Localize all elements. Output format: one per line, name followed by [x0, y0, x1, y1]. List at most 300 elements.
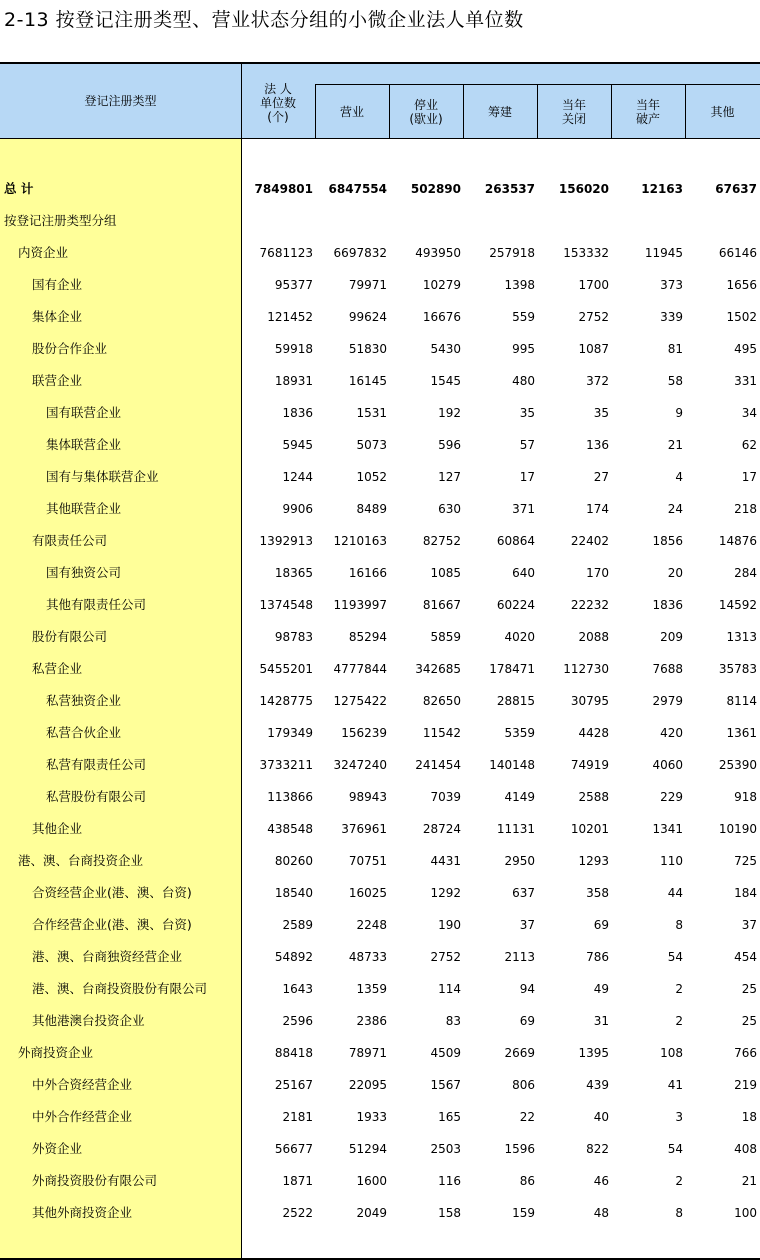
row-label: 其他有限责任公司	[46, 597, 147, 612]
row-value: 85294	[348, 630, 387, 644]
row-value: 74919	[570, 758, 609, 772]
row-value: 766	[734, 1046, 757, 1060]
row-value: 376961	[341, 822, 387, 836]
row-value: 184	[734, 886, 757, 900]
row-value: 22	[519, 1110, 535, 1124]
row-value: 339	[660, 310, 683, 324]
row-value: 1545	[430, 374, 461, 388]
table-row	[0, 1133, 760, 1165]
row-value: 153332	[563, 246, 609, 260]
row-value: 114	[438, 982, 461, 996]
row-value: 1567	[430, 1078, 461, 1092]
row-value: 54	[667, 950, 683, 964]
row-value: 46	[593, 1174, 609, 1188]
row-value: 806	[512, 1078, 535, 1092]
row-value: 1210163	[333, 534, 387, 548]
row-value: 5945	[282, 438, 313, 452]
row-value: 35	[519, 406, 535, 420]
row-value: 20	[667, 566, 683, 580]
row-value: 48733	[348, 950, 387, 964]
row-label: 集体联营企业	[46, 437, 122, 452]
row-value: 2752	[578, 310, 609, 324]
row-value: 14876	[718, 534, 757, 548]
row-label: 合作经营企业(港、澳、台资)	[32, 917, 192, 932]
row-value: 229	[660, 790, 683, 804]
row-value: 25390	[718, 758, 757, 772]
row-label: 按登记注册类型分组	[4, 213, 117, 228]
row-label: 总 计	[4, 181, 34, 196]
row-value: 1531	[356, 406, 387, 420]
row-value: 17	[519, 470, 535, 484]
row-value: 2	[675, 1014, 683, 1028]
row-value: 1395	[578, 1046, 609, 1060]
row-label: 外商投资股份有限公司	[32, 1173, 158, 1188]
row-value: 1313	[726, 630, 757, 644]
row-label: 私营股份有限公司	[46, 789, 147, 804]
row-value: 69	[519, 1014, 535, 1028]
row-value: 31	[593, 1014, 609, 1028]
row-value: 2950	[504, 854, 535, 868]
row-label: 其他港澳台投资企业	[32, 1013, 145, 1028]
row-label: 中外合资经营企业	[32, 1077, 133, 1092]
row-value: 1700	[578, 278, 609, 292]
row-value: 342685	[415, 662, 461, 676]
row-value: 80260	[274, 854, 313, 868]
data-table	[0, 62, 760, 1260]
row-value: 49	[593, 982, 609, 996]
row-value: 100	[734, 1206, 757, 1220]
table-row	[0, 781, 760, 813]
row-value: 37	[741, 918, 757, 932]
row-value: 2088	[578, 630, 609, 644]
row-value: 179349	[267, 726, 313, 740]
row-value: 174	[586, 502, 609, 516]
row-value: 4428	[578, 726, 609, 740]
row-value: 408	[734, 1142, 757, 1156]
row-value: 18365	[274, 566, 313, 580]
row-value: 371	[512, 502, 535, 516]
row-value: 502890	[410, 182, 461, 196]
row-value: 121452	[267, 310, 313, 324]
row-value: 18	[741, 1110, 757, 1124]
row-value: 1244	[282, 470, 313, 484]
row-value: 41	[667, 1078, 683, 1092]
row-value: 1656	[726, 278, 757, 292]
row-value: 438548	[267, 822, 313, 836]
row-value: 219	[734, 1078, 757, 1092]
row-value: 6847554	[328, 182, 387, 196]
row-value: 1856	[652, 534, 683, 548]
row-label: 私营独资企业	[46, 693, 122, 708]
row-value: 1374548	[259, 598, 313, 612]
row-value: 1836	[282, 406, 313, 420]
row-value: 7849801	[254, 182, 313, 196]
row-value: 59918	[274, 342, 313, 356]
table-row	[0, 173, 760, 205]
row-value: 14592	[718, 598, 757, 612]
row-label: 其他外商投资企业	[32, 1205, 133, 1220]
row-value: 5430	[430, 342, 461, 356]
row-value: 98783	[274, 630, 313, 644]
row-value: 1596	[504, 1142, 535, 1156]
row-value: 640	[512, 566, 535, 580]
row-value: 17	[741, 470, 757, 484]
table-row	[0, 909, 760, 941]
row-value: 3247240	[333, 758, 387, 772]
row-value: 18540	[274, 886, 313, 900]
table-row	[0, 557, 760, 589]
row-value: 66146	[718, 246, 757, 260]
row-value: 8	[675, 918, 683, 932]
table-row	[0, 621, 760, 653]
row-value	[389, 205, 461, 237]
table-row	[0, 845, 760, 877]
row-value: 86	[519, 1174, 535, 1188]
row-value: 2248	[356, 918, 387, 932]
row-value: 37	[519, 918, 535, 932]
row-value: 30795	[570, 694, 609, 708]
row-value: 60224	[496, 598, 535, 612]
row-value: 1502	[726, 310, 757, 324]
row-value: 11131	[496, 822, 535, 836]
row-value: 54	[667, 1142, 683, 1156]
row-value: 57	[519, 438, 535, 452]
row-value: 83	[445, 1014, 461, 1028]
row-label: 外商投资企业	[18, 1045, 94, 1060]
row-value: 725	[734, 854, 757, 868]
row-value: 81	[667, 342, 683, 356]
row-value: 1836	[652, 598, 683, 612]
table-row	[0, 397, 760, 429]
row-label: 其他企业	[32, 821, 83, 836]
header-bankrupt: 当年 破产	[635, 97, 660, 126]
row-value: 79971	[348, 278, 387, 292]
row-value: 2596	[282, 1014, 313, 1028]
row-value: 4777844	[333, 662, 387, 676]
row-label: 股份合作企业	[32, 341, 108, 356]
row-value: 28724	[422, 822, 461, 836]
table-row	[0, 1069, 760, 1101]
table-row	[0, 301, 760, 333]
row-value: 16166	[348, 566, 387, 580]
row-value: 22402	[570, 534, 609, 548]
row-value: 995	[512, 342, 535, 356]
row-value: 35	[593, 406, 609, 420]
row-value: 88418	[274, 1046, 313, 1060]
row-value: 27	[593, 470, 609, 484]
row-label: 外资企业	[32, 1141, 83, 1156]
row-label: 有限责任公司	[32, 533, 108, 548]
row-value: 1193997	[333, 598, 387, 612]
table-row	[0, 1165, 760, 1197]
row-label: 联营企业	[32, 373, 83, 388]
table-row	[0, 589, 760, 621]
row-value: 918	[734, 790, 757, 804]
row-value: 1087	[578, 342, 609, 356]
row-value: 69	[593, 918, 609, 932]
row-value: 209	[660, 630, 683, 644]
row-value: 2049	[356, 1206, 387, 1220]
row-value: 5455201	[259, 662, 313, 676]
row-value: 4060	[652, 758, 683, 772]
row-value: 4509	[430, 1046, 461, 1060]
row-value: 112730	[563, 662, 609, 676]
table-row	[0, 685, 760, 717]
header-suspended: 停业 (歇业)	[409, 97, 443, 126]
row-value: 1293	[578, 854, 609, 868]
row-value: 58	[667, 374, 683, 388]
row-label: 港、澳、台商投资企业	[18, 853, 144, 868]
row-value: 190	[438, 918, 461, 932]
table-row	[0, 205, 760, 237]
page-title: 2-13 按登记注册类型、营业状态分组的小微企业法人单位数	[4, 9, 524, 31]
row-value: 67637	[715, 182, 757, 196]
row-value: 480	[512, 374, 535, 388]
row-value: 82752	[422, 534, 461, 548]
row-value: 2181	[282, 1110, 313, 1124]
row-value: 4431	[430, 854, 461, 868]
row-value: 1600	[356, 1174, 387, 1188]
row-value: 596	[438, 438, 461, 452]
row-value: 136	[586, 438, 609, 452]
table-row	[0, 525, 760, 557]
row-value: 22232	[570, 598, 609, 612]
row-value: 98943	[348, 790, 387, 804]
row-value: 420	[660, 726, 683, 740]
row-value: 5359	[504, 726, 535, 740]
row-value: 165	[438, 1110, 461, 1124]
table-row	[0, 429, 760, 461]
row-value: 159	[512, 1206, 535, 1220]
table-row	[0, 333, 760, 365]
header-bottom-border	[0, 138, 760, 139]
row-value: 116	[438, 1174, 461, 1188]
header-other: 其他	[710, 104, 735, 119]
row-value: 10279	[422, 278, 461, 292]
row-value: 2113	[504, 950, 535, 964]
row-value: 25167	[274, 1078, 313, 1092]
row-label: 集体企业	[32, 309, 83, 324]
row-value: 2588	[578, 790, 609, 804]
table-row	[0, 1101, 760, 1133]
row-value: 495	[734, 342, 757, 356]
table-row	[0, 1005, 760, 1037]
row-value: 12163	[641, 182, 683, 196]
row-value: 2	[675, 982, 683, 996]
row-value: 25	[741, 982, 757, 996]
row-value	[537, 205, 609, 237]
row-value: 99624	[348, 310, 387, 324]
table-row	[0, 461, 760, 493]
row-value: 35783	[718, 662, 757, 676]
row-value: 22095	[348, 1078, 387, 1092]
row-value: 28815	[496, 694, 535, 708]
table-row	[0, 1197, 760, 1229]
row-value: 9	[675, 406, 683, 420]
row-value: 25	[741, 1014, 757, 1028]
row-value: 493950	[415, 246, 461, 260]
row-value: 822	[586, 1142, 609, 1156]
row-value: 454	[734, 950, 757, 964]
row-label: 国有企业	[32, 277, 83, 292]
row-value: 108	[660, 1046, 683, 1060]
row-value: 2522	[282, 1206, 313, 1220]
row-value	[241, 205, 313, 237]
row-value: 60864	[496, 534, 535, 548]
table-row	[0, 237, 760, 269]
row-value: 48	[593, 1206, 609, 1220]
row-value: 3733211	[259, 758, 313, 772]
row-value: 1392913	[259, 534, 313, 548]
row-value: 110	[660, 854, 683, 868]
row-value: 284	[734, 566, 757, 580]
row-value: 21	[667, 438, 683, 452]
table-row	[0, 749, 760, 781]
row-value: 2979	[652, 694, 683, 708]
row-value: 1871	[282, 1174, 313, 1188]
row-value: 156020	[558, 182, 609, 196]
row-value: 4149	[504, 790, 535, 804]
table-row	[0, 877, 760, 909]
row-value: 51294	[348, 1142, 387, 1156]
row-value: 2	[675, 1174, 683, 1188]
row-value: 70751	[348, 854, 387, 868]
row-value: 218	[734, 502, 757, 516]
row-value: 630	[438, 502, 461, 516]
row-value: 7039	[430, 790, 461, 804]
row-value: 16025	[348, 886, 387, 900]
row-value: 11542	[422, 726, 461, 740]
row-value: 786	[586, 950, 609, 964]
row-value: 16676	[422, 310, 461, 324]
table-row	[0, 1037, 760, 1069]
row-value: 1398	[504, 278, 535, 292]
header-preparing: 筹建	[487, 104, 512, 119]
row-value: 95377	[274, 278, 313, 292]
row-value: 2669	[504, 1046, 535, 1060]
table-row	[0, 717, 760, 749]
row-label: 其他联营企业	[46, 501, 122, 516]
row-value: 4020	[504, 630, 535, 644]
row-value: 11945	[644, 246, 683, 260]
row-value: 1341	[652, 822, 683, 836]
row-value: 372	[586, 374, 609, 388]
row-value: 358	[586, 886, 609, 900]
row-value: 373	[660, 278, 683, 292]
row-value: 192	[438, 406, 461, 420]
row-value: 170	[586, 566, 609, 580]
row-label: 私营有限责任公司	[46, 757, 147, 772]
row-value: 127	[438, 470, 461, 484]
header-type: 登记注册类型	[84, 94, 157, 108]
row-value: 62	[741, 438, 757, 452]
row-value: 2386	[356, 1014, 387, 1028]
row-value: 18931	[274, 374, 313, 388]
row-value: 2503	[430, 1142, 461, 1156]
row-value: 54892	[274, 950, 313, 964]
table-row	[0, 813, 760, 845]
row-value: 1361	[726, 726, 757, 740]
row-value: 56677	[274, 1142, 313, 1156]
row-value: 1052	[356, 470, 387, 484]
row-label: 国有独资公司	[46, 565, 122, 580]
row-value: 7688	[652, 662, 683, 676]
row-value: 113866	[267, 790, 313, 804]
header-total: 法 人 单位数 (个)	[259, 82, 296, 124]
row-value: 3	[675, 1110, 683, 1124]
row-value: 2589	[282, 918, 313, 932]
table-row	[0, 653, 760, 685]
row-label: 港、澳、台商投资股份有限公司	[32, 981, 208, 996]
row-value: 40	[593, 1110, 609, 1124]
row-value: 94	[519, 982, 535, 996]
table-row	[0, 269, 760, 301]
row-value: 78971	[348, 1046, 387, 1060]
row-value: 1643	[282, 982, 313, 996]
row-value: 559	[512, 310, 535, 324]
row-value: 5859	[430, 630, 461, 644]
header-operating: 营业	[339, 104, 364, 119]
table-row	[0, 493, 760, 525]
row-value: 1428775	[259, 694, 313, 708]
row-value: 8114	[726, 694, 757, 708]
row-value: 81667	[422, 598, 461, 612]
row-value: 158	[438, 1206, 461, 1220]
row-value: 24	[667, 502, 683, 516]
row-label: 私营合伙企业	[46, 725, 122, 740]
row-label: 中外合作经营企业	[32, 1109, 133, 1124]
row-value: 178471	[489, 662, 535, 676]
row-value	[315, 205, 387, 237]
row-value: 34	[741, 406, 757, 420]
row-value: 8489	[356, 502, 387, 516]
row-value: 16145	[348, 374, 387, 388]
row-label: 股份有限公司	[32, 629, 108, 644]
row-value: 6697832	[333, 246, 387, 260]
table-row	[0, 941, 760, 973]
row-value: 4	[675, 470, 683, 484]
row-value: 257918	[489, 246, 535, 260]
row-value: 637	[512, 886, 535, 900]
row-value: 5073	[356, 438, 387, 452]
row-label: 国有与集体联营企业	[46, 469, 159, 484]
row-value: 263537	[484, 182, 535, 196]
row-value: 7681123	[259, 246, 313, 260]
row-label: 国有联营企业	[46, 405, 122, 420]
row-label: 内资企业	[18, 245, 69, 260]
row-value: 82650	[422, 694, 461, 708]
row-value	[685, 205, 757, 237]
row-value	[463, 205, 535, 237]
row-value: 241454	[415, 758, 461, 772]
row-value: 439	[586, 1078, 609, 1092]
row-value: 9906	[282, 502, 313, 516]
row-value: 156239	[341, 726, 387, 740]
header-closed: 当年 关闭	[561, 97, 586, 126]
row-value: 1275422	[333, 694, 387, 708]
row-value: 2752	[430, 950, 461, 964]
row-value: 21	[741, 1174, 757, 1188]
row-value: 331	[734, 374, 757, 388]
row-value: 10201	[570, 822, 609, 836]
row-value: 1292	[430, 886, 461, 900]
row-value: 140148	[489, 758, 535, 772]
row-value: 8	[675, 1206, 683, 1220]
row-value	[611, 205, 683, 237]
row-label: 港、澳、台商独资经营企业	[32, 949, 183, 964]
row-value: 10190	[718, 822, 757, 836]
table-row	[0, 973, 760, 1005]
